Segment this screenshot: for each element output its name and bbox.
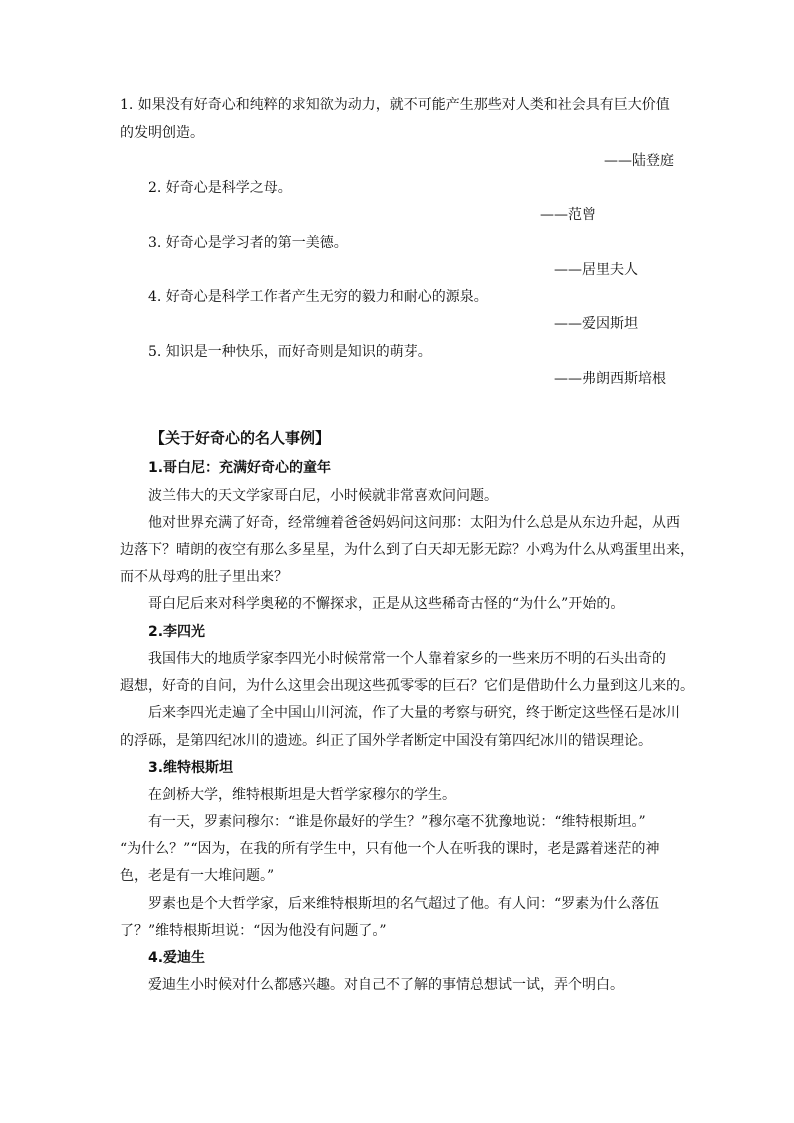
story-2-p1-l2: 遐想，好奇的自问，为什么这里会出现这些孤零零的巨石？它们是借助什么力量到这儿来的。: [120, 678, 694, 694]
quote-4-text: 4. 好奇心是科学工作者产生无穷的毅力和耐心的源泉。: [148, 289, 488, 305]
quote-3-text: 3. 好奇心是学习者的第一美德。: [148, 235, 348, 251]
quote-5-author: ——弗朗西斯培根: [554, 371, 666, 387]
story-3-p3-l1: 罗素也是个大哲学家，后来维特根斯坦的名气超过了他。有人问：“罗素为什么落伍: [148, 896, 660, 912]
story-3-title: 3.维特根斯坦: [148, 760, 234, 776]
story-2-p2-l1: 后来李四光走遍了全中国山川河流，作了大量的考察与研究，终于断定这些怪石是冰川: [148, 705, 680, 721]
story-2-p1-l1: 我国伟大的地质学家李四光小时候常常一个人靠着家乡的一些来历不明的石头出奇的: [148, 651, 666, 667]
story-3-p2-l1: 有一天，罗素问穆尔：“谁是你最好的学生？”穆尔毫不犹豫地说：“维特根斯坦。”: [148, 814, 646, 830]
story-4-p1: 爱迪生小时候对什么都感兴趣。对自己不了解的事情总想试一试，弄个明白。: [148, 977, 624, 993]
story-3-p3-l2: 了？”维特根斯坦说：“因为他没有问题了。”: [120, 923, 387, 939]
quote-5-text: 5. 知识是一种快乐，而好奇则是知识的萌芽。: [148, 344, 432, 360]
quote-1-line-1: 1. 如果没有好奇心和纯粹的求知欲为动力，就不可能产生那些对人类和社会具有巨大价值: [120, 97, 670, 113]
story-2-p2-l2: 的浮砾，是第四纪冰川的遗迹。纠正了国外学者断定中国没有第四纪冰川的错误理论。: [120, 733, 652, 749]
story-1-p2-l2: 边落下？晴朗的夜空有那么多星星，为什么到了白天却无影无踪？小鸡为什么从鸡蛋里出来，: [120, 542, 694, 558]
story-2-title: 2.李四光: [148, 624, 206, 640]
story-1-p3: 哥白尼后来对科学奥秘的不懈探求，正是从这些稀奇古怪的“为什么”开始的。: [148, 596, 625, 612]
quote-2-text: 2. 好奇心是科学之母。: [148, 180, 292, 196]
story-4-title: 4.爱迪生: [148, 950, 206, 966]
quote-1-line-2: 的发明创造。: [120, 125, 204, 141]
story-1-title: 1.哥白尼：充满好奇心的童年: [148, 460, 332, 476]
quote-1-author: ——陆登庭: [604, 153, 674, 169]
section-title: 【关于好奇心的名人事例】: [150, 429, 331, 447]
story-1-p2-l3: 而不从母鸡的肚子里出来？: [120, 569, 288, 585]
quote-2-author: ——范曾: [540, 207, 596, 223]
story-1-p2-l1: 他对世界充满了好奇，经常缠着爸爸妈妈问这问那：太阳为什么总是从东边升起，从西: [148, 515, 680, 531]
story-3-p2-l2: “为什么？”“因为，在我的所有学生中，只有他一个人在听我的课时，老是露着迷茫的神: [120, 841, 660, 857]
story-1-p1: 波兰伟大的天文学家哥白尼，小时候就非常喜欢问问题。: [148, 488, 498, 504]
story-3-p2-l3: 色，老是有一大堆问题。”: [120, 868, 275, 884]
quote-4-author: ——爱因斯坦: [554, 316, 638, 332]
story-3-p1: 在剑桥大学，维特根斯坦是大哲学家穆尔的学生。: [148, 787, 456, 803]
quote-3-author: ——居里夫人: [554, 262, 638, 278]
